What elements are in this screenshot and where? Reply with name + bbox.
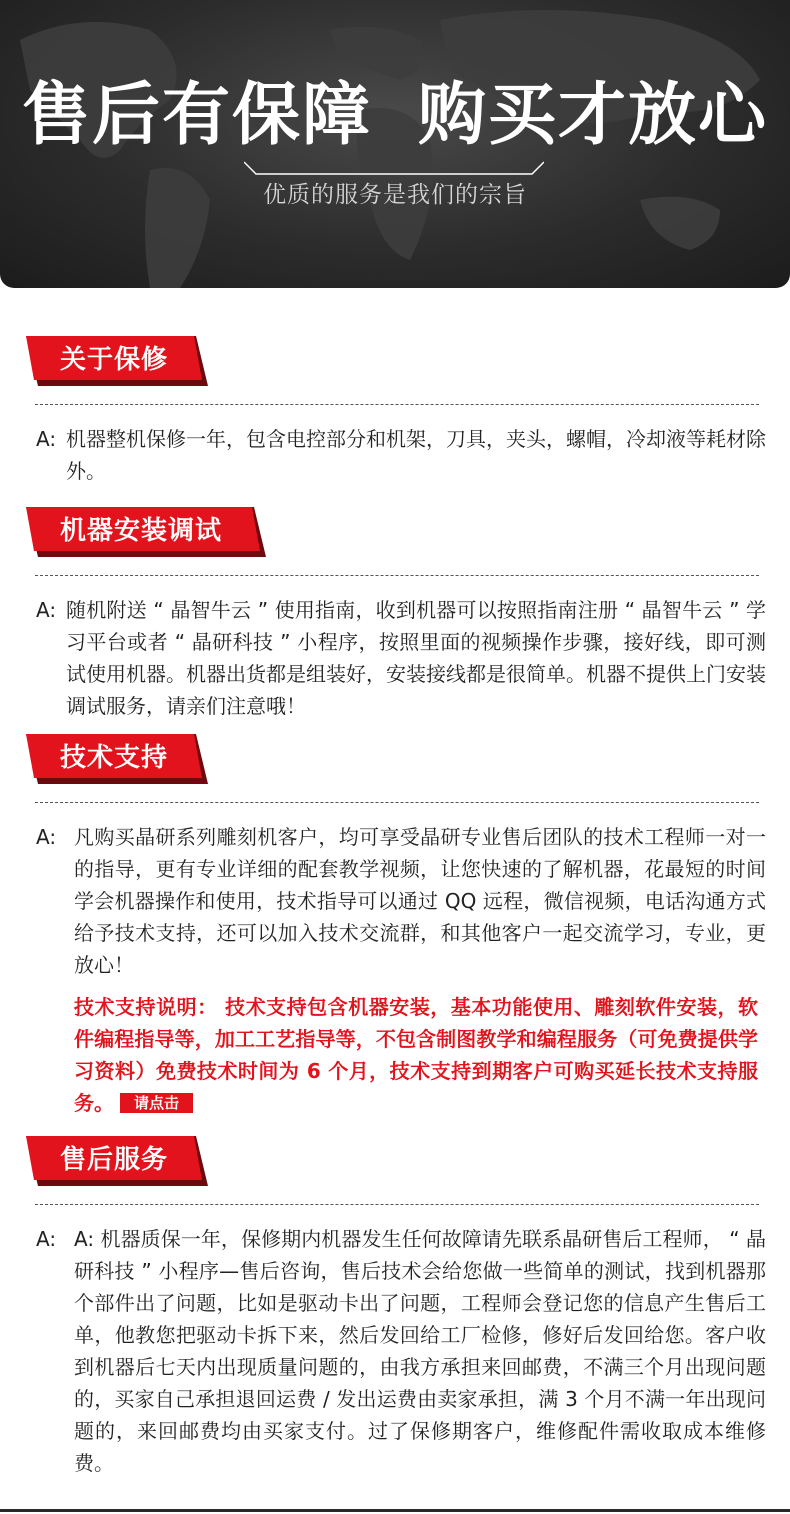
bottom-border bbox=[0, 1509, 790, 1512]
hero-title-right: 购买才放心 bbox=[418, 76, 769, 155]
answer-text: A: 机器质保一年，保修期内机器发生任何故障请先联系晶研售后工程师， “ 晶研科技 ” 小程序—售后咨询，售后技术会给您做一些简单的测试，找到机器那个部件出了问题，比如是驱动卡出了问题，工程师会登记您的信息产生售后工单，他教您把驱动卡拆下来，然后发回给工厂检修，修好后发回给您。客户收到机器后七天内出现质量问题的，由我方承担来回邮费，不满三个月出现问题的，买家自己承担退回运费 / 发出运费由卖家承担，满 3 个月不满一年出现问题的，来回邮费均由买家支付。过了保修期客户，维修配件需收取成本维修费。 bbox=[74, 1227, 766, 1475]
tech-support-note bbox=[74, 991, 758, 1119]
divider-line bbox=[244, 160, 544, 180]
answer-text: 机器整机保修一年，包含电控部分和机架，刀具，夹头，螺帽，冷却液等耗材除外。 bbox=[66, 427, 766, 483]
note-text: 技术支持说明： 技术支持包含机器安装，基本功能使用、雕刻软件安装，软件编程指导等，加工工艺指导等，不包含制图教学和编程服务（可免费提供学习资料）免费技术时间为 6 个月，技术支持到期客户可购买延长技术支持服务。 bbox=[74, 995, 758, 1115]
answer-label: A: bbox=[36, 1227, 57, 1251]
qa-item-after-sales bbox=[36, 1223, 766, 1479]
section-heading-installation bbox=[26, 507, 266, 557]
qa-item-warranty bbox=[36, 423, 766, 487]
qa-item-tech-support bbox=[36, 821, 766, 981]
answer-text: 凡购买晶研系列雕刻机客户，均可享受晶研专业售后团队的技术工程师一对一的指导，更有专业详细的配套教学视频，让您快速的了解机器，花最短的时间学会机器操作和使用，技术指导可以通过 QQ 远程，微信视频，电话沟通方式给予技术支持，还可以加入技术交流群，和其他客户一起交流学习，专业，更放心！ bbox=[74, 825, 766, 977]
section-heading-label: 技术支持 bbox=[60, 743, 169, 773]
section-heading-warranty bbox=[26, 336, 208, 386]
hero-subtitle: 优质的服务是我们的宗旨 bbox=[263, 182, 527, 208]
dashed-divider bbox=[35, 404, 759, 405]
section-heading-label: 售后服务 bbox=[60, 1145, 169, 1175]
dashed-divider bbox=[35, 802, 759, 803]
click-here-button[interactable]: 请点击 bbox=[120, 1093, 193, 1113]
section-heading-tech-support bbox=[26, 734, 208, 784]
dashed-divider bbox=[35, 575, 759, 576]
qa-item-installation bbox=[36, 594, 766, 722]
section-heading-after-sales bbox=[26, 1136, 208, 1186]
answer-label: A: bbox=[36, 825, 57, 849]
hero-banner bbox=[0, 0, 790, 288]
hero-title-left: 售后有保障 bbox=[21, 76, 372, 155]
section-heading-label: 机器安装调试 bbox=[60, 516, 223, 546]
answer-label: A: bbox=[36, 598, 57, 622]
dashed-divider bbox=[35, 1204, 759, 1205]
answer-label: A: bbox=[36, 427, 57, 451]
hero-title bbox=[0, 76, 790, 156]
answer-text: 随机附送 “ 晶智牛云 ” 使用指南，收到机器可以按照指南注册 “ 晶智牛云 ” 学习平台或者 “ 晶研科技 ” 小程序，按照里面的视频操作步骤，接好线，即可测试使用机器。机器出货都是组装好，安装接线都是很简单。机器不提供上门安装调试服务，请亲们注意哦！ bbox=[66, 598, 766, 718]
section-heading-label: 关于保修 bbox=[60, 345, 169, 375]
